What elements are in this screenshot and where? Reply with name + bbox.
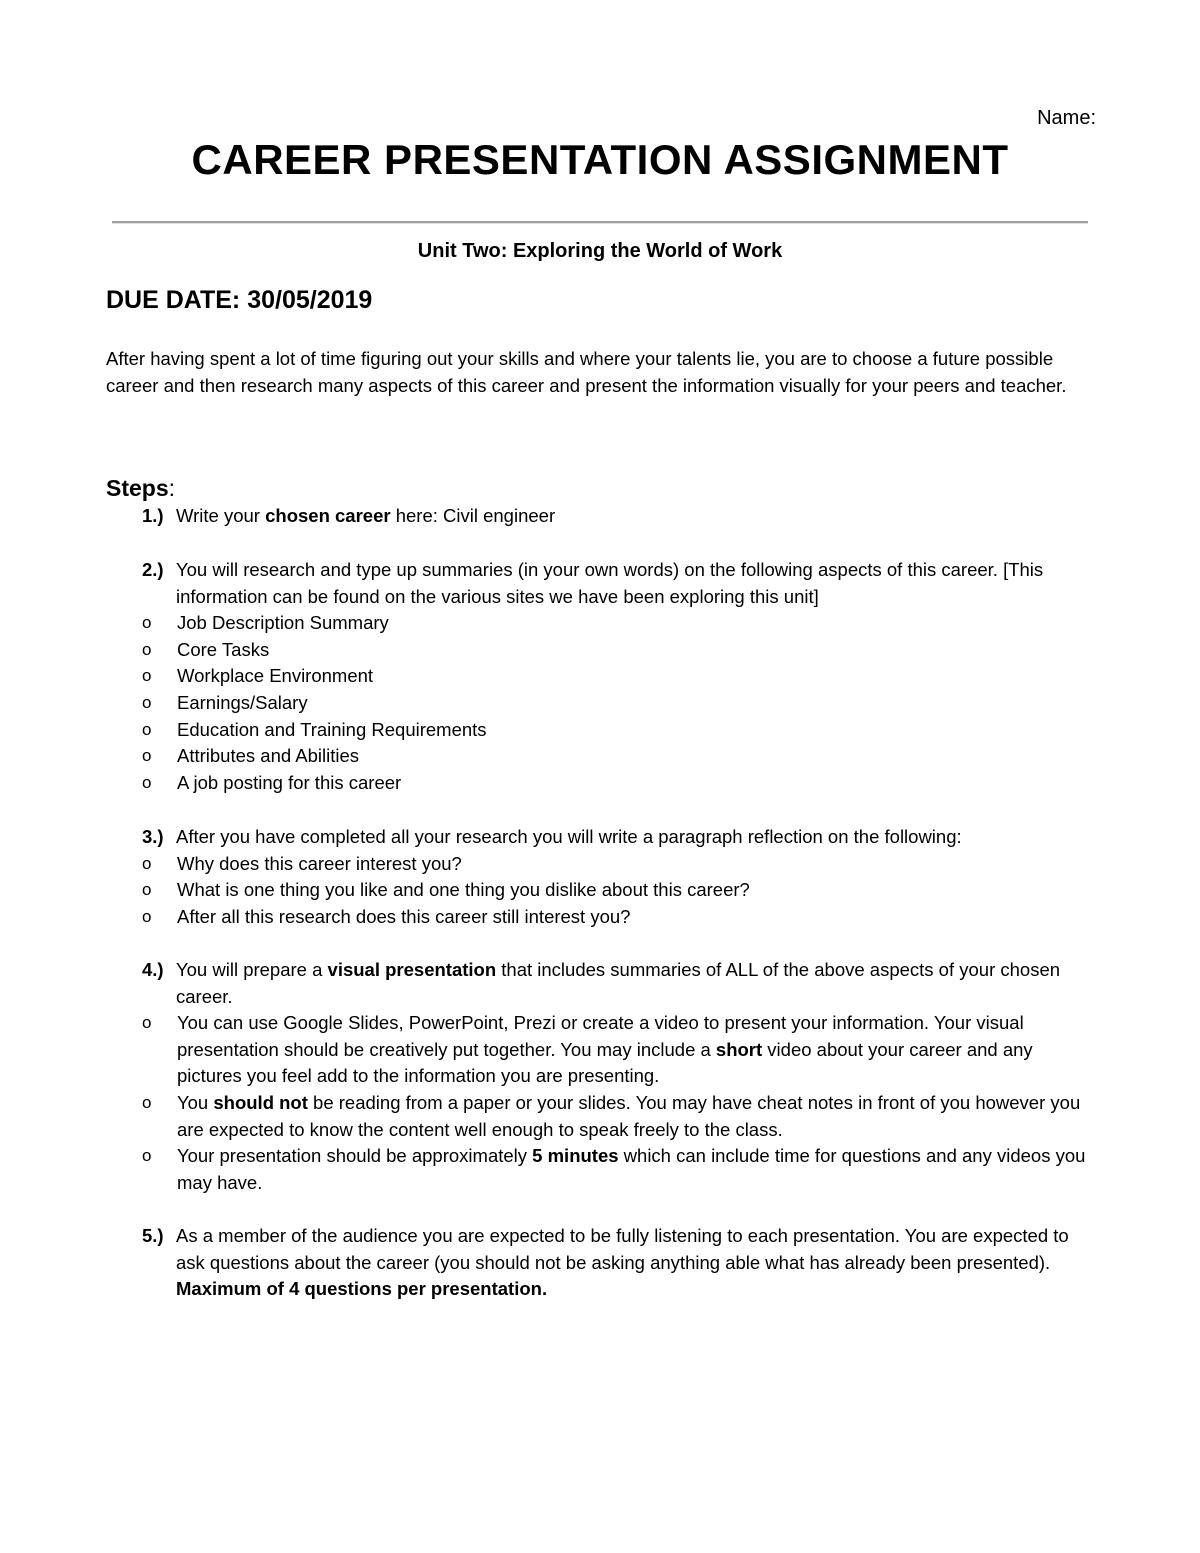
step-3 (106, 824, 1096, 930)
step-5-number: 5.) (142, 1225, 164, 1246)
step-4-text-pre: You will prepare a (176, 959, 328, 980)
due-date: DUE DATE: 30/05/2019 (106, 286, 373, 314)
list-item (106, 851, 1096, 878)
list-item-text-bold: short (715, 1038, 763, 1060)
list-item (106, 610, 1096, 637)
step-1-number: 1.) (142, 505, 164, 526)
list-item-text: Education and Training Requirements (177, 718, 487, 740)
unit-subtitle: Unit Two: Exploring the World of Work (417, 240, 783, 262)
bullet-icon: o (142, 853, 152, 873)
list-item-text: A job posting for this career (177, 771, 402, 793)
step-3-number: 3.) (142, 826, 164, 847)
list-item (106, 637, 1096, 664)
bullet-icon: o (142, 880, 152, 900)
bullet-icon: o (142, 719, 152, 739)
title-divider (112, 221, 1088, 224)
step-5 (106, 1223, 1096, 1303)
step-1-text-bold: chosen career (265, 505, 391, 526)
step-2-number: 2.) (142, 559, 164, 580)
list-item (106, 770, 1096, 797)
bullet-icon: o (142, 746, 152, 766)
list-item-text: Why does this career interest you? (177, 852, 462, 874)
step-2-text: You will research and type up summaries (in your own words) on the following aspects of this career. [This information can be found on the various sites we have been exploring this unit] (176, 559, 1044, 607)
step-3-list (106, 851, 1096, 931)
bullet-icon: o (142, 1013, 152, 1033)
step-3-text: After you have completed all your research you will write a paragraph reflection on the following: (176, 826, 962, 847)
list-item-text: What is one thing you like and one thing you dislike about this career? (177, 879, 750, 901)
list-item-text-pre: You can use Google Slides, PowerPoint, Prezi or create a video to present your information. Your visual presentation should be creatively put together. You may include a (177, 1012, 1024, 1060)
list-item-text: Attributes and Abilities (177, 745, 360, 767)
step-4 (106, 957, 1096, 1196)
bullet-icon: o (142, 692, 152, 712)
bullet-icon: o (142, 1146, 152, 1166)
list-item (106, 663, 1096, 690)
steps-heading-colon: : (168, 475, 176, 501)
name-label: Name: (1037, 107, 1096, 129)
steps-heading (106, 472, 175, 504)
list-item-text-pre: Your presentation should be approximately (177, 1145, 533, 1167)
step-2 (106, 557, 1096, 796)
bullet-icon: o (142, 772, 152, 792)
list-item-text-post: which can include time for questions and any videos you may have. (177, 1145, 1086, 1193)
bullet-icon: o (142, 666, 152, 686)
list-item (106, 904, 1096, 931)
step-4-text-post: that includes summaries of ALL of the above aspects of your chosen career. (176, 959, 1061, 1007)
page-title: CAREER PRESENTATION ASSIGNMENT (191, 136, 1009, 183)
step-4-number: 4.) (142, 959, 164, 980)
list-item (106, 877, 1096, 904)
step-5-text-bold: Maximum of 4 questions per presentation. (176, 1278, 548, 1300)
step-1 (106, 503, 1096, 530)
list-item (106, 1090, 1096, 1143)
step-5-text-main: As a member of the audience you are expected to be fully listening to each presentation. You are expected to ask questions about the career (you should not be asking anything able what has already been presented). (176, 1225, 1069, 1273)
step-1-text-post: here: Civil engineer (390, 505, 556, 526)
list-item-text: Job Description Summary (177, 612, 389, 634)
step-4-text-bold: visual presentation (327, 959, 497, 980)
list-item (106, 1010, 1096, 1090)
step-4-text (176, 957, 1096, 1010)
steps-heading-label: Steps (106, 475, 169, 501)
list-item-text-pre: You (177, 1091, 214, 1113)
list-item (106, 743, 1096, 770)
list-item-text-bold: 5 minutes (532, 1145, 619, 1167)
intro-paragraph: After having spent a lot of time figuring out your skills and where your talents lie, you are to choose a future possible career and then research many aspects of this career and present the information visually for your peers and teacher. (106, 348, 1067, 396)
list-item-text-post: video about your career and any pictures you feel add to the information you are presenting. (177, 1038, 1033, 1087)
list-item-text: Earnings/Salary (177, 691, 308, 713)
bullet-icon: o (142, 639, 152, 659)
list-item-text: After all this research does this career still interest you? (177, 905, 631, 927)
step-5-text (176, 1223, 1096, 1303)
list-item-text: Workplace Environment (177, 665, 374, 687)
bullet-icon: o (142, 906, 152, 926)
step-1-text (176, 503, 1096, 530)
bullet-icon: o (142, 1092, 152, 1112)
list-item (106, 1143, 1096, 1196)
step-1-text-pre: Write your (176, 505, 266, 526)
list-item-text: Core Tasks (177, 638, 270, 660)
step-2-list (106, 610, 1096, 796)
list-item (106, 717, 1096, 744)
step-4-list (106, 1010, 1096, 1196)
list-item-text-post: be reading from a paper or your slides. You may have cheat notes in front of you however you are expected to know the content well enough to speak freely to the class. (177, 1091, 1081, 1140)
bullet-icon: o (142, 613, 152, 633)
list-item (106, 690, 1096, 717)
list-item-text-bold: should not (213, 1091, 308, 1113)
